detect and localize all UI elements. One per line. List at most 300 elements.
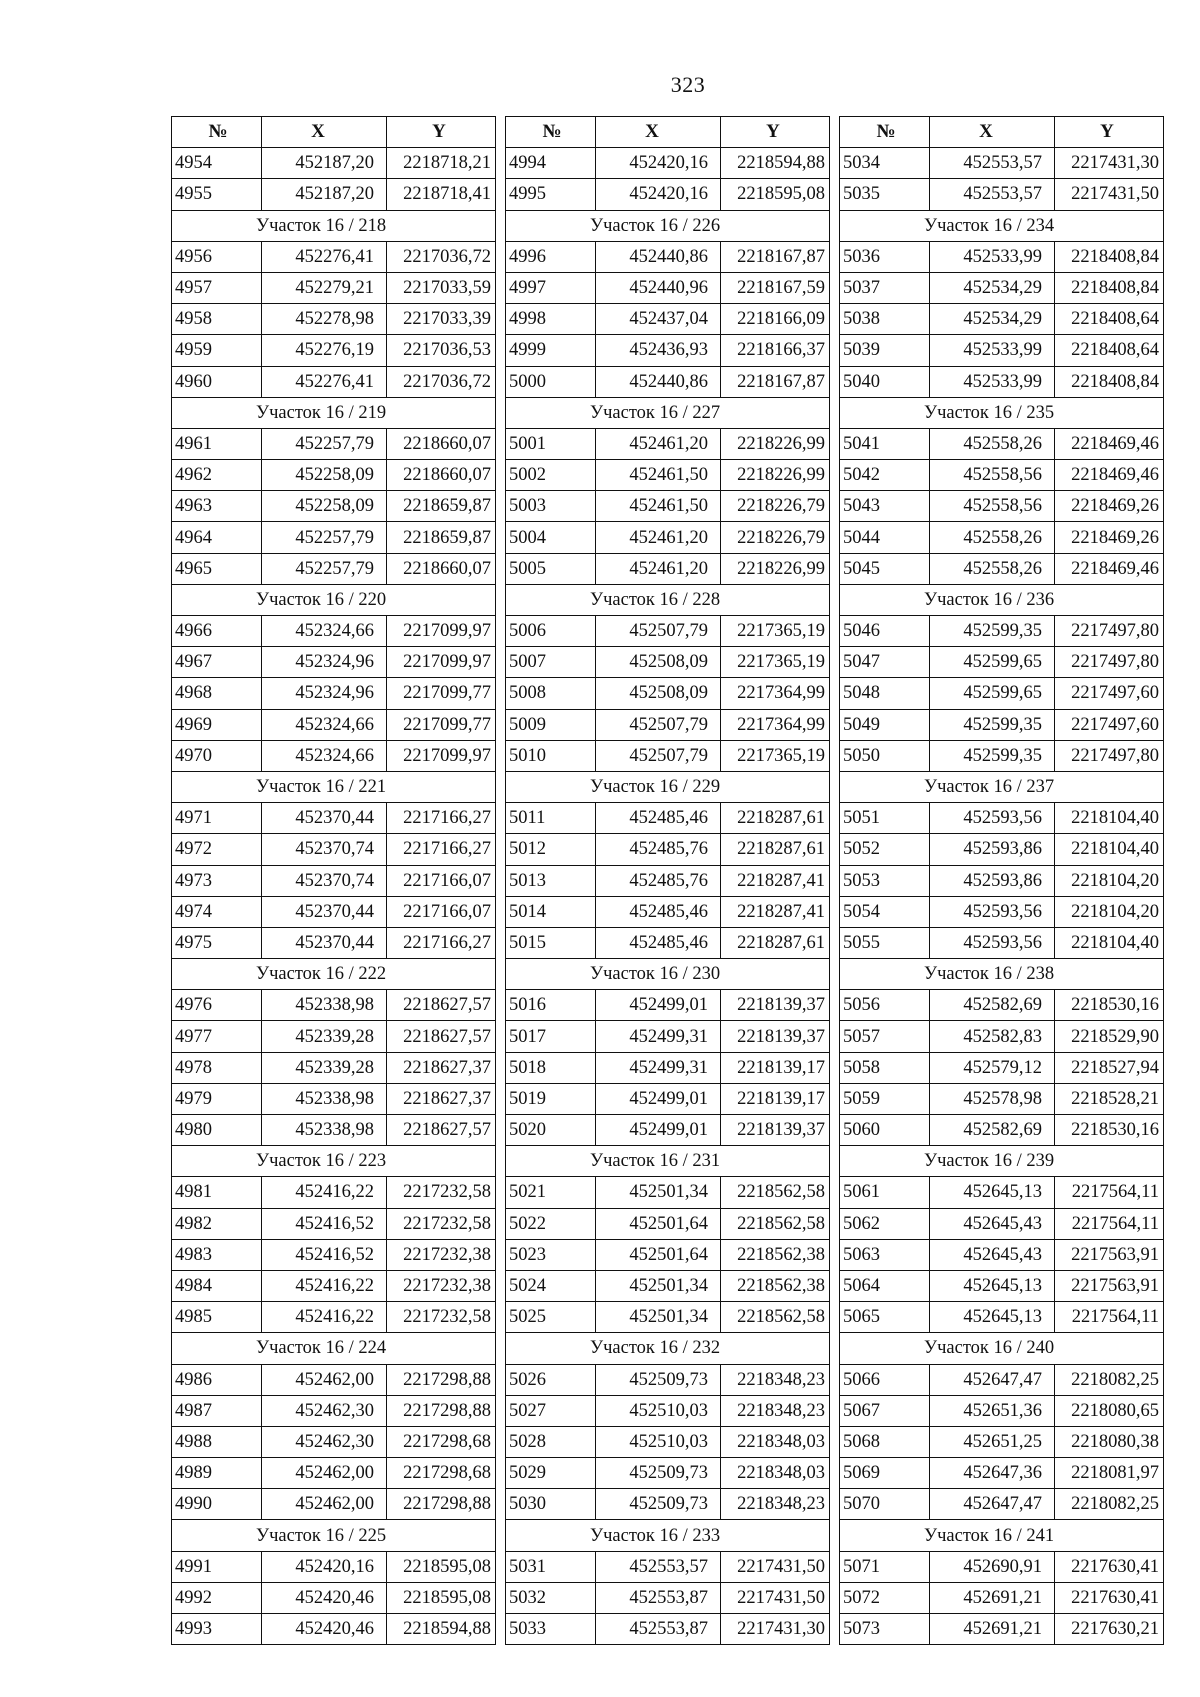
x-coordinate: 452509,73 [596, 1364, 721, 1395]
x-coordinate: 452501,64 [596, 1239, 721, 1270]
x-coordinate: 452324,96 [262, 678, 387, 709]
y-coordinate: 2217166,07 [387, 896, 496, 927]
x-coordinate: 452553,57 [596, 1551, 721, 1582]
x-coordinate: 452416,22 [262, 1177, 387, 1208]
coordinates-table-left [171, 116, 496, 1645]
table-row [172, 1052, 496, 1083]
point-number: 5011 [506, 803, 596, 834]
y-coordinate: 2218348,03 [721, 1458, 830, 1489]
y-coordinate: 2217431,50 [721, 1551, 830, 1582]
table-row [172, 460, 496, 491]
x-coordinate: 452691,21 [930, 1582, 1055, 1613]
table-row [506, 335, 830, 366]
point-number: 5043 [840, 491, 930, 522]
x-coordinate: 452501,34 [596, 1177, 721, 1208]
x-coordinate: 452593,86 [930, 834, 1055, 865]
x-coordinate: 452501,34 [596, 1270, 721, 1301]
x-coordinate: 452440,86 [596, 241, 721, 272]
table-row [506, 1582, 830, 1613]
point-number: 4984 [172, 1270, 262, 1301]
point-number: 4996 [506, 241, 596, 272]
point-number: 4976 [172, 990, 262, 1021]
section-title: Участок 16 / 240 [840, 1333, 1164, 1364]
point-number: 4998 [506, 304, 596, 335]
table-row [172, 1395, 496, 1426]
section-title: Участок 16 / 236 [840, 584, 1164, 615]
x-coordinate: 452691,21 [930, 1614, 1055, 1645]
header-num: № [172, 117, 262, 148]
table-row [506, 678, 830, 709]
table-row [172, 1021, 496, 1052]
y-coordinate: 2218627,37 [387, 1083, 496, 1114]
y-coordinate: 2218627,57 [387, 1021, 496, 1052]
y-coordinate: 2218660,07 [387, 553, 496, 584]
x-coordinate: 452534,29 [930, 272, 1055, 303]
x-coordinate: 452499,01 [596, 990, 721, 1021]
point-number: 5002 [506, 460, 596, 491]
table-row [840, 335, 1164, 366]
point-number: 5030 [506, 1489, 596, 1520]
y-coordinate: 2217036,72 [387, 241, 496, 272]
x-coordinate: 452420,46 [262, 1582, 387, 1613]
point-number: 5013 [506, 865, 596, 896]
table-row [506, 304, 830, 335]
x-coordinate: 452440,96 [596, 272, 721, 303]
table-row [172, 241, 496, 272]
header-num: № [506, 117, 596, 148]
y-coordinate: 2218659,87 [387, 491, 496, 522]
section-title: Участок 16 / 241 [840, 1520, 1164, 1551]
point-number: 4983 [172, 1239, 262, 1270]
section-row [172, 1333, 496, 1364]
point-number: 5058 [840, 1052, 930, 1083]
x-coordinate: 452599,35 [930, 740, 1055, 771]
section-title: Участок 16 / 218 [172, 210, 496, 241]
point-number: 5048 [840, 678, 930, 709]
y-coordinate: 2217431,30 [1055, 148, 1164, 179]
x-coordinate: 452599,65 [930, 647, 1055, 678]
point-number: 5036 [840, 241, 930, 272]
table-header-row [506, 117, 830, 148]
table-row [172, 148, 496, 179]
table-row [506, 272, 830, 303]
y-coordinate: 2217298,68 [387, 1458, 496, 1489]
y-coordinate: 2218469,46 [1055, 553, 1164, 584]
x-coordinate: 452645,13 [930, 1177, 1055, 1208]
x-coordinate: 452533,99 [930, 366, 1055, 397]
y-coordinate: 2217364,99 [721, 709, 830, 740]
table-row [172, 1177, 496, 1208]
point-number: 5020 [506, 1115, 596, 1146]
table-row [840, 428, 1164, 459]
table-row [840, 803, 1164, 834]
y-coordinate: 2218104,40 [1055, 927, 1164, 958]
table-row [506, 428, 830, 459]
point-number: 4968 [172, 678, 262, 709]
table-row [506, 834, 830, 865]
section-row [840, 1520, 1164, 1551]
x-coordinate: 452558,56 [930, 491, 1055, 522]
table-row [172, 335, 496, 366]
point-number: 5033 [506, 1614, 596, 1645]
section-row [506, 1333, 830, 1364]
table-row [506, 709, 830, 740]
table-row [506, 1489, 830, 1520]
y-coordinate: 2218287,61 [721, 927, 830, 958]
table-row [840, 1489, 1164, 1520]
y-coordinate: 2218139,37 [721, 1021, 830, 1052]
point-number: 5038 [840, 304, 930, 335]
x-coordinate: 452462,00 [262, 1489, 387, 1520]
section-title: Участок 16 / 226 [506, 210, 830, 241]
x-coordinate: 452508,09 [596, 678, 721, 709]
point-number: 5061 [840, 1177, 930, 1208]
section-title: Участок 16 / 222 [172, 959, 496, 990]
x-coordinate: 452593,56 [930, 803, 1055, 834]
table-row [172, 1458, 496, 1489]
table-row [506, 1551, 830, 1582]
point-number: 4956 [172, 241, 262, 272]
x-coordinate: 452461,20 [596, 522, 721, 553]
y-coordinate: 2218348,23 [721, 1395, 830, 1426]
y-coordinate: 2217564,11 [1055, 1302, 1164, 1333]
point-number: 5001 [506, 428, 596, 459]
table-row [506, 366, 830, 397]
section-row [172, 959, 496, 990]
table-row [506, 1239, 830, 1270]
section-row [172, 1146, 496, 1177]
y-coordinate: 2217232,58 [387, 1177, 496, 1208]
x-coordinate: 452582,69 [930, 1115, 1055, 1146]
table-row [172, 491, 496, 522]
y-coordinate: 2218469,26 [1055, 491, 1164, 522]
point-number: 4977 [172, 1021, 262, 1052]
y-coordinate: 2217497,60 [1055, 678, 1164, 709]
y-coordinate: 2217365,19 [721, 616, 830, 647]
table-row [172, 272, 496, 303]
table-row [172, 366, 496, 397]
y-coordinate: 2218595,08 [387, 1551, 496, 1582]
section-title: Участок 16 / 230 [506, 959, 830, 990]
header-y: Y [1055, 117, 1164, 148]
point-number: 4995 [506, 179, 596, 210]
coordinates-table-right [839, 116, 1164, 1645]
point-number: 5053 [840, 865, 930, 896]
section-title: Участок 16 / 234 [840, 210, 1164, 241]
section-row [172, 771, 496, 802]
point-number: 5024 [506, 1270, 596, 1301]
x-coordinate: 452416,22 [262, 1302, 387, 1333]
x-coordinate: 452507,79 [596, 709, 721, 740]
table-row [172, 1239, 496, 1270]
point-number: 5034 [840, 148, 930, 179]
point-number: 4992 [172, 1582, 262, 1613]
table-row [172, 1426, 496, 1457]
table-row [172, 990, 496, 1021]
y-coordinate: 2217431,50 [721, 1582, 830, 1613]
point-number: 5054 [840, 896, 930, 927]
point-number: 4965 [172, 553, 262, 584]
section-row [506, 959, 830, 990]
point-number: 5065 [840, 1302, 930, 1333]
point-number: 4972 [172, 834, 262, 865]
point-number: 4954 [172, 148, 262, 179]
x-coordinate: 452599,35 [930, 709, 1055, 740]
y-coordinate: 2217099,97 [387, 616, 496, 647]
y-coordinate: 2217630,41 [1055, 1551, 1164, 1582]
x-coordinate: 452582,83 [930, 1021, 1055, 1052]
y-coordinate: 2217298,88 [387, 1489, 496, 1520]
point-number: 5045 [840, 553, 930, 584]
table-row [840, 1458, 1164, 1489]
table-row [506, 803, 830, 834]
table-row [506, 1177, 830, 1208]
point-number: 4971 [172, 803, 262, 834]
table-row [506, 1364, 830, 1395]
x-coordinate: 452339,28 [262, 1052, 387, 1083]
y-coordinate: 2218469,26 [1055, 522, 1164, 553]
table-row [172, 1614, 496, 1645]
table-row [840, 272, 1164, 303]
x-coordinate: 452370,44 [262, 803, 387, 834]
header-y: Y [721, 117, 830, 148]
x-coordinate: 452462,00 [262, 1364, 387, 1395]
x-coordinate: 452338,98 [262, 1083, 387, 1114]
section-row [506, 210, 830, 241]
table-row [840, 1052, 1164, 1083]
point-number: 5032 [506, 1582, 596, 1613]
x-coordinate: 452599,35 [930, 616, 1055, 647]
point-number: 4991 [172, 1551, 262, 1582]
point-number: 4967 [172, 647, 262, 678]
section-row [506, 771, 830, 802]
point-number: 5059 [840, 1083, 930, 1114]
point-number: 4982 [172, 1208, 262, 1239]
y-coordinate: 2218408,64 [1055, 304, 1164, 335]
y-coordinate: 2217431,30 [721, 1614, 830, 1645]
section-row [840, 584, 1164, 615]
x-coordinate: 452645,43 [930, 1208, 1055, 1239]
point-number: 4990 [172, 1489, 262, 1520]
x-coordinate: 452647,47 [930, 1489, 1055, 1520]
y-coordinate: 2217497,60 [1055, 709, 1164, 740]
y-coordinate: 2217166,27 [387, 834, 496, 865]
y-coordinate: 2218408,84 [1055, 366, 1164, 397]
point-number: 5066 [840, 1364, 930, 1395]
table-row [840, 616, 1164, 647]
point-number: 5016 [506, 990, 596, 1021]
table-row [840, 1083, 1164, 1114]
x-coordinate: 452420,16 [596, 179, 721, 210]
table-row [840, 1302, 1164, 1333]
y-coordinate: 2218528,21 [1055, 1083, 1164, 1114]
table-row [840, 709, 1164, 740]
point-number: 4997 [506, 272, 596, 303]
y-coordinate: 2218530,16 [1055, 1115, 1164, 1146]
y-coordinate: 2218139,17 [721, 1083, 830, 1114]
section-row [506, 1146, 830, 1177]
point-number: 5050 [840, 740, 930, 771]
table-row [172, 1270, 496, 1301]
point-number: 5015 [506, 927, 596, 958]
point-number: 4964 [172, 522, 262, 553]
table-row [172, 616, 496, 647]
table-row [840, 491, 1164, 522]
x-coordinate: 452485,76 [596, 834, 721, 865]
header-x: X [596, 117, 721, 148]
x-coordinate: 452462,30 [262, 1395, 387, 1426]
point-number: 5069 [840, 1458, 930, 1489]
point-number: 5031 [506, 1551, 596, 1582]
table-row [506, 647, 830, 678]
y-coordinate: 2217564,11 [1055, 1208, 1164, 1239]
table-row [172, 1083, 496, 1114]
table-header-row [840, 117, 1164, 148]
x-coordinate: 452416,22 [262, 1270, 387, 1301]
y-coordinate: 2218166,37 [721, 335, 830, 366]
table-row [506, 1052, 830, 1083]
x-coordinate: 452645,43 [930, 1239, 1055, 1270]
x-coordinate: 452485,46 [596, 803, 721, 834]
table-row [172, 1208, 496, 1239]
table-row [840, 1177, 1164, 1208]
y-coordinate: 2217497,80 [1055, 740, 1164, 771]
y-coordinate: 2217099,77 [387, 709, 496, 740]
section-title: Участок 16 / 223 [172, 1146, 496, 1177]
y-coordinate: 2217630,21 [1055, 1614, 1164, 1645]
y-coordinate: 2218348,23 [721, 1489, 830, 1520]
point-number: 5046 [840, 616, 930, 647]
table-row [840, 522, 1164, 553]
x-coordinate: 452461,20 [596, 553, 721, 584]
table-row [172, 1489, 496, 1520]
x-coordinate: 452485,46 [596, 927, 721, 958]
y-coordinate: 2217232,58 [387, 1208, 496, 1239]
y-coordinate: 2218082,25 [1055, 1364, 1164, 1395]
y-coordinate: 2218287,61 [721, 834, 830, 865]
y-coordinate: 2217497,80 [1055, 616, 1164, 647]
point-number: 5005 [506, 553, 596, 584]
table-row [172, 1551, 496, 1582]
x-coordinate: 452593,56 [930, 896, 1055, 927]
x-coordinate: 452579,12 [930, 1052, 1055, 1083]
table-row [506, 896, 830, 927]
table-row [506, 1208, 830, 1239]
y-coordinate: 2218659,87 [387, 522, 496, 553]
y-coordinate: 2218562,38 [721, 1270, 830, 1301]
y-coordinate: 2217298,68 [387, 1426, 496, 1457]
point-number: 4987 [172, 1395, 262, 1426]
x-coordinate: 452462,30 [262, 1426, 387, 1457]
x-coordinate: 452420,46 [262, 1614, 387, 1645]
x-coordinate: 452276,41 [262, 366, 387, 397]
y-coordinate: 2218562,58 [721, 1208, 830, 1239]
x-coordinate: 452510,03 [596, 1395, 721, 1426]
table-row [506, 865, 830, 896]
y-coordinate: 2218226,99 [721, 553, 830, 584]
point-number: 4994 [506, 148, 596, 179]
y-coordinate: 2217365,19 [721, 647, 830, 678]
y-coordinate: 2218080,38 [1055, 1426, 1164, 1457]
table-row [506, 1458, 830, 1489]
section-title: Участок 16 / 221 [172, 771, 496, 802]
y-coordinate: 2218167,87 [721, 366, 830, 397]
x-coordinate: 452370,44 [262, 896, 387, 927]
point-number: 5047 [840, 647, 930, 678]
y-coordinate: 2218627,37 [387, 1052, 496, 1083]
x-coordinate: 452501,34 [596, 1302, 721, 1333]
table-row [840, 148, 1164, 179]
point-number: 4958 [172, 304, 262, 335]
table-row [172, 709, 496, 740]
point-number: 5008 [506, 678, 596, 709]
x-coordinate: 452338,98 [262, 1115, 387, 1146]
point-number: 5049 [840, 709, 930, 740]
point-number: 4969 [172, 709, 262, 740]
table-row [506, 491, 830, 522]
point-number: 5040 [840, 366, 930, 397]
table-row [840, 241, 1164, 272]
point-number: 5070 [840, 1489, 930, 1520]
table-row [172, 803, 496, 834]
y-coordinate: 2218348,23 [721, 1364, 830, 1395]
y-coordinate: 2218562,38 [721, 1239, 830, 1270]
point-number: 4962 [172, 460, 262, 491]
point-number: 4986 [172, 1364, 262, 1395]
table-row [506, 1302, 830, 1333]
point-number: 5006 [506, 616, 596, 647]
table-row [840, 1208, 1164, 1239]
x-coordinate: 452533,99 [930, 335, 1055, 366]
section-row [172, 584, 496, 615]
point-number: 5025 [506, 1302, 596, 1333]
table-row [506, 1426, 830, 1457]
x-coordinate: 452651,25 [930, 1426, 1055, 1457]
x-coordinate: 452338,98 [262, 990, 387, 1021]
y-coordinate: 2217564,11 [1055, 1177, 1164, 1208]
y-coordinate: 2217232,58 [387, 1302, 496, 1333]
x-coordinate: 452645,13 [930, 1302, 1055, 1333]
section-row [506, 1520, 830, 1551]
point-number: 5019 [506, 1083, 596, 1114]
table-row [506, 553, 830, 584]
point-number: 5017 [506, 1021, 596, 1052]
table-row [172, 834, 496, 865]
x-coordinate: 452651,36 [930, 1395, 1055, 1426]
x-coordinate: 452257,79 [262, 428, 387, 459]
y-coordinate: 2217099,97 [387, 740, 496, 771]
x-coordinate: 452416,52 [262, 1208, 387, 1239]
y-coordinate: 2218104,40 [1055, 834, 1164, 865]
section-row [840, 397, 1164, 428]
x-coordinate: 452509,73 [596, 1489, 721, 1520]
y-coordinate: 2217431,50 [1055, 179, 1164, 210]
point-number: 5057 [840, 1021, 930, 1052]
y-coordinate: 2217298,88 [387, 1395, 496, 1426]
table-row [840, 179, 1164, 210]
table-row [172, 927, 496, 958]
section-title: Участок 16 / 233 [506, 1520, 830, 1551]
page-number: 323 [670, 72, 706, 97]
table-row [840, 1270, 1164, 1301]
x-coordinate: 452370,74 [262, 834, 387, 865]
x-coordinate: 452534,29 [930, 304, 1055, 335]
point-number: 5007 [506, 647, 596, 678]
x-coordinate: 452485,46 [596, 896, 721, 927]
y-coordinate: 2218287,41 [721, 865, 830, 896]
point-number: 5055 [840, 927, 930, 958]
x-coordinate: 452499,31 [596, 1052, 721, 1083]
